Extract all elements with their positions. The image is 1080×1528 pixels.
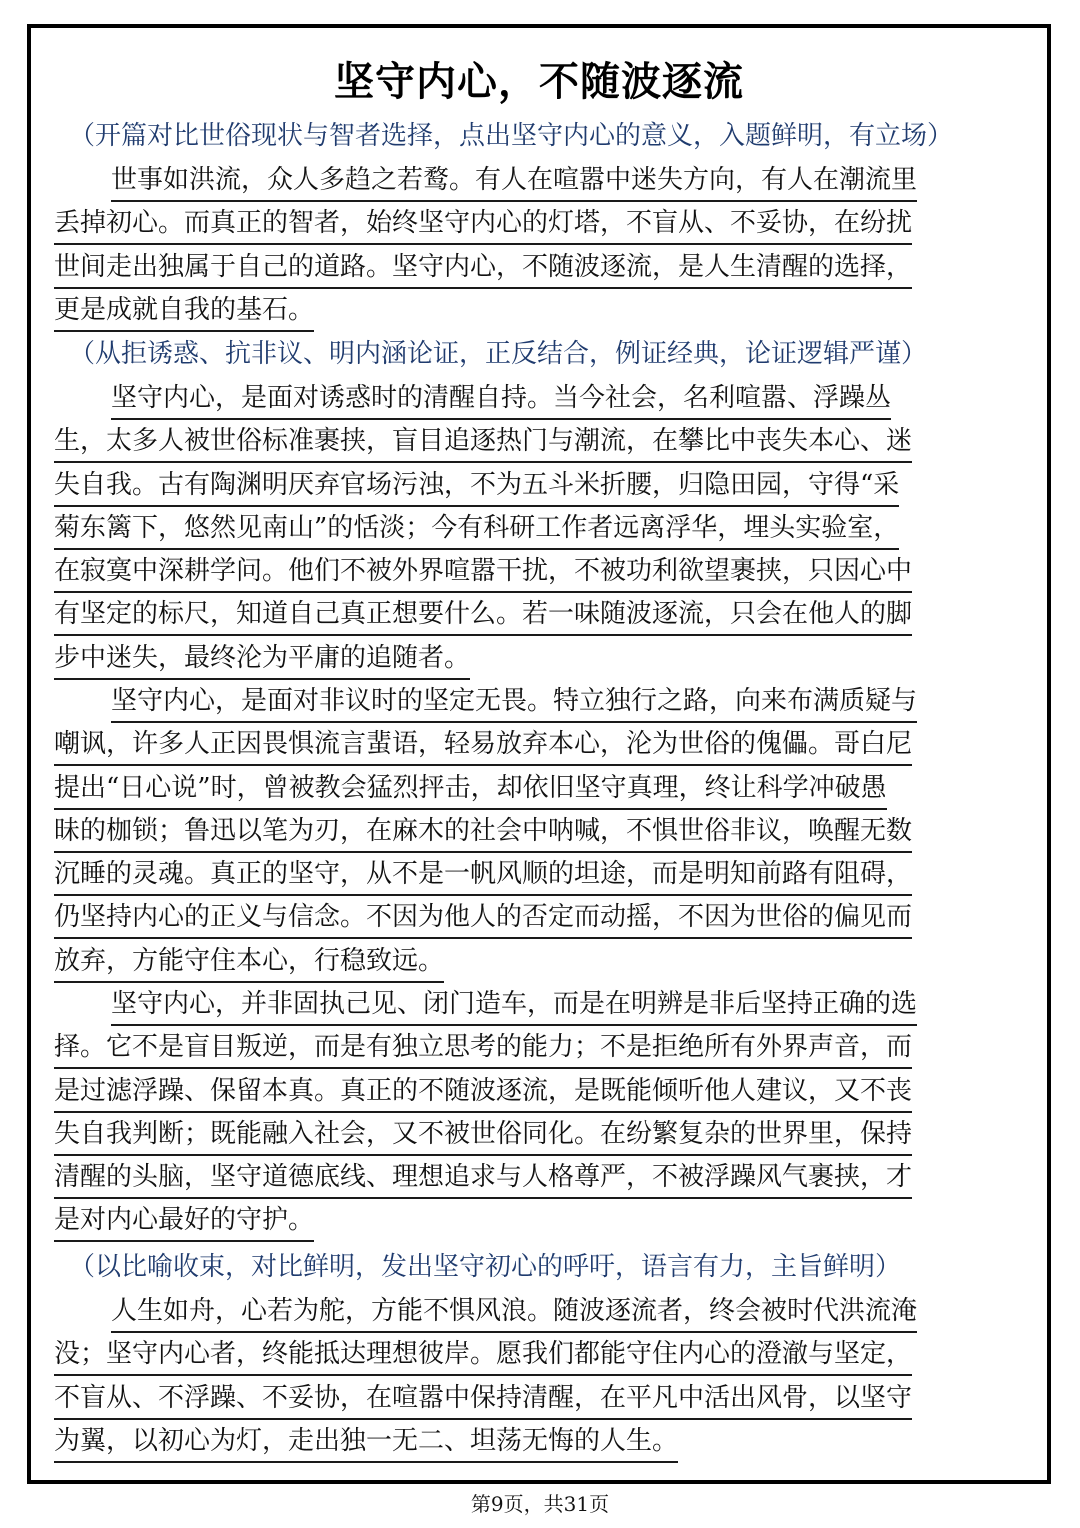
- text-line: 昧的枷锁；鲁迅以笔为刃，在麻木的社会中呐喊，不惧世俗非议，唤醒无数: [54, 810, 1014, 853]
- paragraph-1: [54, 159, 1014, 332]
- paragraph-2: [54, 377, 1014, 680]
- text-line: 嘲讽，许多人正因畏惧流言蜚语，轻易放弃本心，沦为世俗的傀儡。哥白尼: [54, 723, 1014, 766]
- paragraph-5: [54, 1290, 1014, 1463]
- paragraph-4: [54, 983, 1014, 1243]
- text-line: 世间走出独属于自己的道路。坚守内心，不随波逐流，是人生清醒的选择，: [54, 246, 1014, 289]
- text-line: 择。它不是盲目叛逆，而是有独立思考的能力；不是拒绝所有外界声音，而: [54, 1026, 1014, 1069]
- text-line: 为翼，以初心为灯，走出独一无二、坦荡无悔的人生。: [54, 1420, 1014, 1463]
- text-line: 步中迷失，最终沦为平庸的追随者。: [54, 637, 1014, 680]
- text-line: 是过滤浮躁、保留本真。真正的不随波逐流，是既能倾听他人建议，又不丧: [54, 1070, 1014, 1113]
- text-line: 仍坚持内心的正义与信念。不因为他人的否定而动摇，不因为世俗的偏见而: [54, 896, 1014, 939]
- page-frame: [27, 24, 1051, 1484]
- text-line: 清醒的头脑，坚守道德底线、理想追求与人格尊严，不被浮躁风气裹挟，才: [54, 1156, 1014, 1199]
- comment-note-1: （开篇对比世俗现状与智者选择，点出坚守内心的意义，入题鲜明，有立场）: [69, 121, 954, 151]
- text-line: 菊东篱下，悠然见南山”的恬淡；今有科研工作者远离浮华，埋头实验室，: [54, 507, 1014, 550]
- comment-note-2: （从拒诱惑、抗非议、明内涵论证，正反结合，例证经典，论证逻辑严谨）: [69, 339, 928, 369]
- text-line: 坚守内心，并非固执己见、闭门造车，而是在明辨是非后坚持正确的选: [54, 983, 1014, 1026]
- text-line: 生，太多人被世俗标准裹挟，盲目追逐热门与潮流，在攀比中丧失本心、迷: [54, 420, 1014, 463]
- text-line: 失自我判断；既能融入社会，又不被世俗同化。在纷繁复杂的世界里，保持: [54, 1113, 1014, 1156]
- page-number: 第9页，共31页: [470, 1492, 610, 1516]
- comment-note-3: （以比喻收束，对比鲜明，发出坚守初心的呼吁，语言有力，主旨鲜明）: [69, 1252, 902, 1282]
- text-line: 更是成就自我的基石。: [54, 289, 1014, 332]
- text-line: 放弃，方能守住本心，行稳致远。: [54, 940, 1014, 983]
- text-line: 不盲从、不浮躁、不妥协，在喧嚣中保持清醒，在平凡中活出风骨，以坚守: [54, 1377, 1014, 1420]
- text-line: 有坚定的标尺，知道自己真正想要什么。若一味随波逐流，只会在他人的脚: [54, 593, 1014, 636]
- text-line: 提出“日心说”时，曾被教会猛烈抨击，却依旧坚守真理，终让科学冲破愚: [54, 767, 1014, 810]
- text-line: 是对内心最好的守护。: [54, 1199, 1014, 1242]
- text-line: 没；坚守内心者，终能抵达理想彼岸。愿我们都能守住内心的澄澈与坚定，: [54, 1333, 1014, 1376]
- text-line: 沉睡的灵魂。真正的坚守，从不是一帆风顺的坦途，而是明知前路有阻碍，: [54, 853, 1014, 896]
- text-line: 坚守内心，是面对诱惑时的清醒自持。当今社会，名利喧嚣、浮躁丛: [54, 377, 1014, 420]
- essay-title: 坚守内心，不随波逐流: [334, 58, 744, 105]
- text-line: 人生如舟，心若为舵，方能不惧风浪。随波逐流者，终会被时代洪流淹: [54, 1290, 1014, 1333]
- paragraph-3: [54, 680, 1014, 983]
- text-line: 失自我。古有陶渊明厌弃官场污浊，不为五斗米折腰，归隐田园，守得“采: [54, 464, 1014, 507]
- text-line: 在寂寞中深耕学问。他们不被外界喧嚣干扰，不被功利欲望裹挟，只因心中: [54, 550, 1014, 593]
- text-line: 世事如洪流，众人多趋之若鹜。有人在喧嚣中迷失方向，有人在潮流里: [54, 159, 1014, 202]
- text-line: 丢掉初心。而真正的智者，始终坚守内心的灯塔，不盲从、不妥协，在纷扰: [54, 202, 1014, 245]
- text-line: 坚守内心，是面对非议时的坚定无畏。特立独行之路，向来布满质疑与: [54, 680, 1014, 723]
